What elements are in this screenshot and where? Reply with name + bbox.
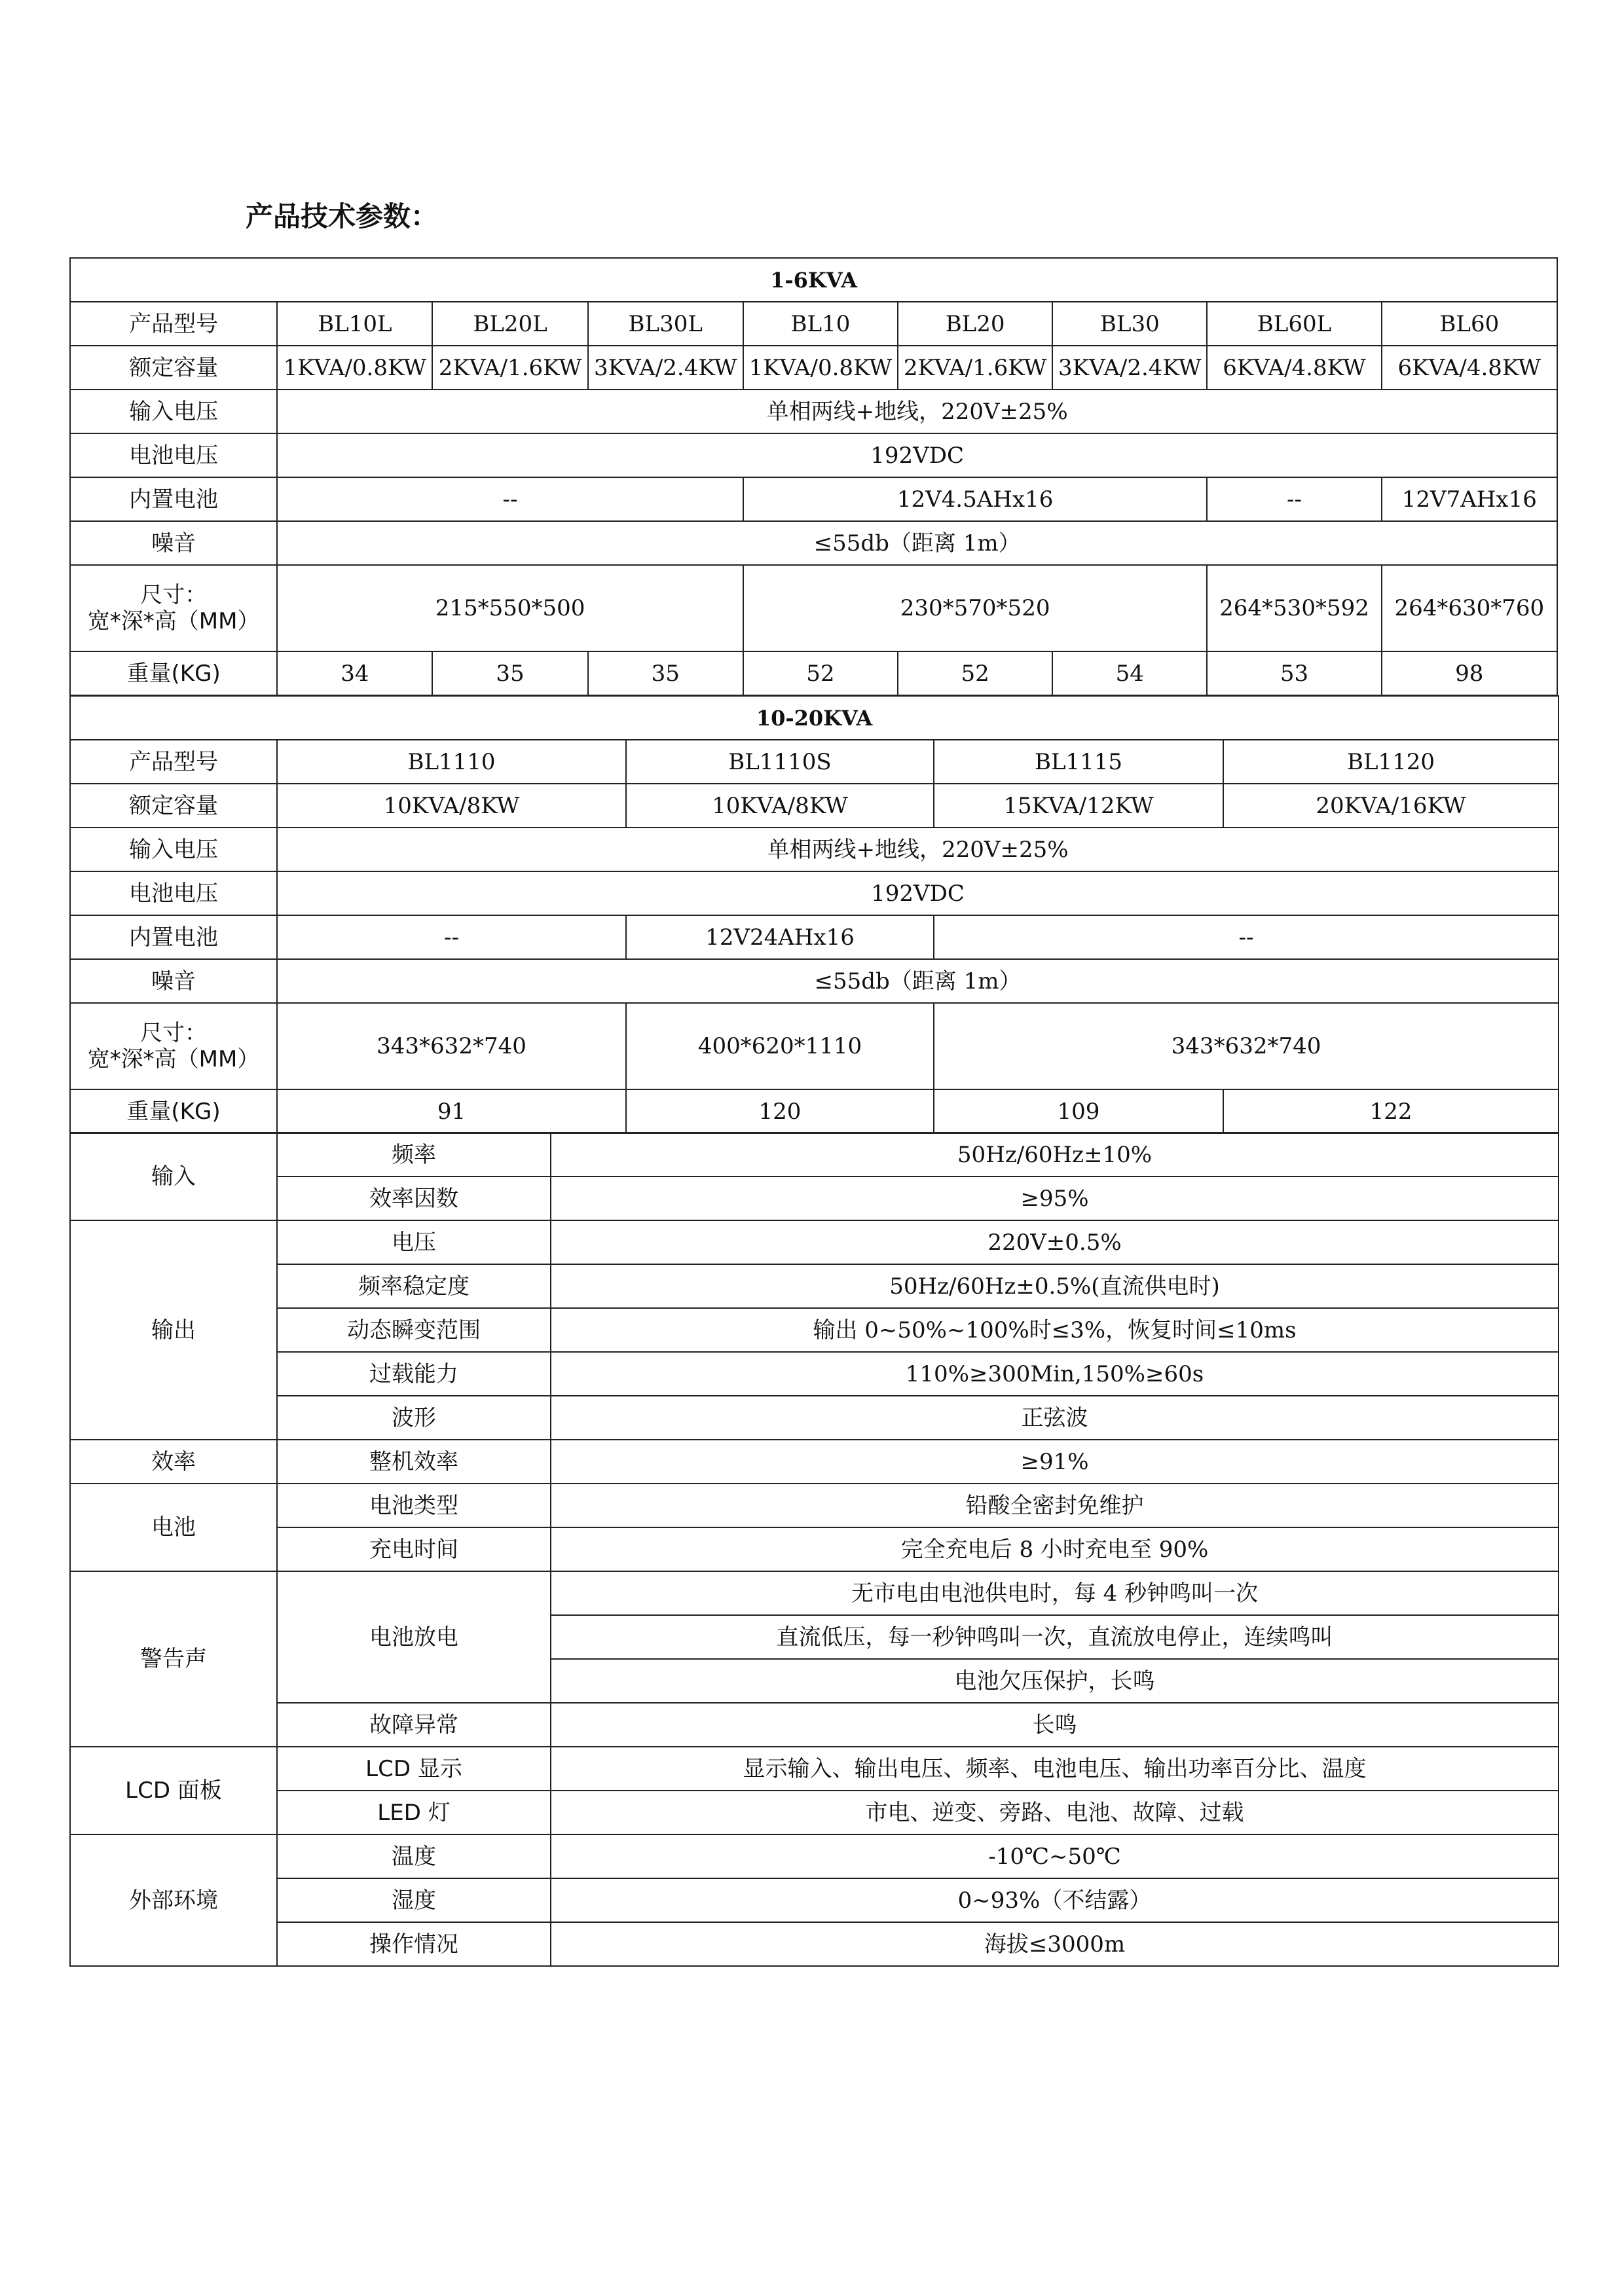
size-cell: 215*550*500 xyxy=(277,565,743,651)
spec-value: 输出 0~50%~100%时≤3%，恢复时间≤10ms xyxy=(551,1308,1559,1352)
spec-row xyxy=(70,1352,1559,1396)
size-cell: 343*632*740 xyxy=(934,1003,1559,1089)
capacity-cell: 1KVA/0.8KW xyxy=(743,346,898,390)
weight-cell: 35 xyxy=(588,651,743,695)
noise-value: ≤55db（距离 1m） xyxy=(277,959,1559,1003)
spec-row xyxy=(70,1922,1559,1966)
row-label: 产品型号 xyxy=(70,302,277,346)
capacity-cell: 2KVA/1.6KW xyxy=(898,346,1052,390)
capacity-cell: 3KVA/2.4KW xyxy=(588,346,743,390)
model-cell: BL30L xyxy=(588,302,743,346)
weight-cell: 52 xyxy=(898,651,1052,695)
spec-name: 湿度 xyxy=(277,1878,551,1922)
spec-value: 50Hz/60Hz±10% xyxy=(551,1133,1559,1176)
spec-value: 完全充电后 8 小时充电至 90% xyxy=(551,1527,1559,1571)
spec-value: 110%≥300Min,150%≥60s xyxy=(551,1352,1559,1396)
spec-value: 0~93%（不结露） xyxy=(551,1878,1559,1922)
size-label-line: 尺寸： xyxy=(140,582,208,608)
weight-cell: 98 xyxy=(1382,651,1557,695)
spec-name: 过载能力 xyxy=(277,1352,551,1396)
spec-value: 无市电由电池供电时，每 4 秒钟鸣叫一次 xyxy=(551,1571,1559,1615)
capacity-row xyxy=(70,784,1559,828)
builtin-battery-cell: -- xyxy=(277,477,743,521)
spec-name: 电压 xyxy=(277,1220,551,1264)
weight-cell: 53 xyxy=(1207,651,1381,695)
weight-cell: 120 xyxy=(626,1089,934,1133)
spec-row xyxy=(70,1264,1559,1308)
spec-value: 铅酸全密封免维护 xyxy=(551,1484,1559,1527)
spec-name: 频率 xyxy=(277,1133,551,1176)
capacity-cell: 20KVA/16KW xyxy=(1223,784,1559,828)
capacity-cell: 15KVA/12KW xyxy=(934,784,1223,828)
row-label: 电池电压 xyxy=(70,433,277,477)
row-label: 重量(KG) xyxy=(70,1089,277,1133)
weight-cell: 35 xyxy=(432,651,587,695)
model-cell: BL20L xyxy=(432,302,587,346)
model-cell: BL20 xyxy=(898,302,1052,346)
spec-name: 频率稳定度 xyxy=(277,1264,551,1308)
row-label: 内置电池 xyxy=(70,915,277,959)
spec-value: 显示输入、输出电压、频率、电池电压、输出功率百分比、温度 xyxy=(551,1747,1559,1791)
size-row xyxy=(70,565,1557,651)
row-label: 产品型号 xyxy=(70,740,277,784)
spec-value: 海拔≤3000m xyxy=(551,1922,1559,1966)
spec-row xyxy=(70,1703,1559,1747)
weight-row xyxy=(70,651,1557,695)
group-label: 输出 xyxy=(70,1220,277,1440)
spec-value: ≥95% xyxy=(551,1176,1559,1220)
battery-voltage-row xyxy=(70,871,1559,915)
spec-row xyxy=(70,1747,1559,1791)
builtin-battery-cell: -- xyxy=(1207,477,1381,521)
battery-voltage-value: 192VDC xyxy=(277,433,1557,477)
spec-name: 电池类型 xyxy=(277,1484,551,1527)
row-label: 重量(KG) xyxy=(70,651,277,695)
spec-row xyxy=(70,1878,1559,1922)
group-label: LCD 面板 xyxy=(70,1747,277,1834)
spec-row xyxy=(70,1308,1559,1352)
spec-row xyxy=(70,1440,1559,1484)
spec-value: 直流低压，每一秒钟鸣叫一次，直流放电停止，连续鸣叫 xyxy=(551,1615,1559,1659)
weight-row xyxy=(70,1089,1559,1133)
section-header: 1-6KVA xyxy=(70,258,1557,302)
weight-cell: 109 xyxy=(934,1089,1223,1133)
spec-row xyxy=(70,1571,1559,1615)
builtin-battery-cell: -- xyxy=(277,915,626,959)
spec-value: ≥91% xyxy=(551,1440,1559,1484)
model-cell: BL10 xyxy=(743,302,898,346)
builtin-battery-cell: 12V4.5AHx16 xyxy=(743,477,1208,521)
input-voltage-row xyxy=(70,828,1559,871)
builtin-battery-cell: -- xyxy=(934,915,1559,959)
spec-value: 正弦波 xyxy=(551,1396,1559,1440)
spec-value: 电池欠压保护，长鸣 xyxy=(551,1659,1559,1703)
input-voltage-row xyxy=(70,390,1557,433)
model-row xyxy=(70,302,1557,346)
capacity-cell: 6KVA/4.8KW xyxy=(1207,346,1381,390)
spec-name: 电池放电 xyxy=(277,1571,551,1703)
size-cell: 264*530*592 xyxy=(1207,565,1381,651)
noise-value: ≤55db（距离 1m） xyxy=(277,521,1557,565)
row-label: 内置电池 xyxy=(70,477,277,521)
model-cell: BL60L xyxy=(1207,302,1381,346)
capacity-cell: 10KVA/8KW xyxy=(277,784,626,828)
spec-row xyxy=(70,1176,1559,1220)
noise-row xyxy=(70,959,1559,1003)
spec-name: 动态瞬变范围 xyxy=(277,1308,551,1352)
noise-row xyxy=(70,521,1557,565)
size-cell: 343*632*740 xyxy=(277,1003,626,1089)
capacity-cell: 2KVA/1.6KW xyxy=(432,346,587,390)
row-label: 额定容量 xyxy=(70,346,277,390)
capacity-row xyxy=(70,346,1557,390)
builtin-battery-cell: 12V7AHx16 xyxy=(1382,477,1557,521)
model-row xyxy=(70,740,1559,784)
group-label: 效率 xyxy=(70,1440,277,1484)
spec-name: 操作情况 xyxy=(277,1922,551,1966)
model-cell: BL60 xyxy=(1382,302,1557,346)
spec-value: 市电、逆变、旁路、电池、故障、过载 xyxy=(551,1791,1559,1834)
spec-value: 220V±0.5% xyxy=(551,1220,1559,1264)
size-cell: 264*630*760 xyxy=(1382,565,1557,651)
row-label: 噪音 xyxy=(70,959,277,1003)
weight-cell: 52 xyxy=(743,651,898,695)
spec-table-1-6kva xyxy=(69,257,1558,696)
model-cell: BL1110 xyxy=(277,740,626,784)
capacity-cell: 1KVA/0.8KW xyxy=(277,346,432,390)
capacity-cell: 3KVA/2.4KW xyxy=(1052,346,1207,390)
model-cell: BL1110S xyxy=(626,740,934,784)
input-voltage-value: 单相两线+地线，220V±25% xyxy=(277,828,1559,871)
spec-name: LED 灯 xyxy=(277,1791,551,1834)
row-label-size xyxy=(70,565,277,651)
spec-row xyxy=(70,1834,1559,1878)
row-label-size xyxy=(70,1003,277,1089)
group-label: 输入 xyxy=(70,1133,277,1220)
size-label-line: 宽*深*高（MM） xyxy=(87,608,260,634)
model-cell: BL10L xyxy=(277,302,432,346)
section-header: 10-20KVA xyxy=(70,696,1559,740)
capacity-cell: 10KVA/8KW xyxy=(626,784,934,828)
spec-row xyxy=(70,1220,1559,1264)
group-label: 警告声 xyxy=(70,1571,277,1747)
row-label: 输入电压 xyxy=(70,828,277,871)
spec-name: 整机效率 xyxy=(277,1440,551,1484)
spec-row xyxy=(70,1133,1559,1176)
battery-voltage-row xyxy=(70,433,1557,477)
page-title: 产品技术参数： xyxy=(246,200,439,232)
spec-name: 温度 xyxy=(277,1834,551,1878)
input-voltage-value: 单相两线+地线，220V±25% xyxy=(277,390,1557,433)
spec-row xyxy=(70,1396,1559,1440)
spec-table-general xyxy=(69,1132,1559,1967)
model-cell: BL1120 xyxy=(1223,740,1559,784)
spec-name: 效率因数 xyxy=(277,1176,551,1220)
builtin-battery-cell: 12V24AHx16 xyxy=(626,915,934,959)
spec-name: 波形 xyxy=(277,1396,551,1440)
row-label: 噪音 xyxy=(70,521,277,565)
model-cell: BL1115 xyxy=(934,740,1223,784)
spec-name: 充电时间 xyxy=(277,1527,551,1571)
builtin-battery-row xyxy=(70,477,1557,521)
spec-table-10-20kva xyxy=(69,695,1559,1134)
row-label: 输入电压 xyxy=(70,390,277,433)
row-label: 额定容量 xyxy=(70,784,277,828)
capacity-cell: 6KVA/4.8KW xyxy=(1382,346,1557,390)
weight-cell: 54 xyxy=(1052,651,1207,695)
model-cell: BL30 xyxy=(1052,302,1207,346)
size-cell: 400*620*1110 xyxy=(626,1003,934,1089)
size-cell: 230*570*520 xyxy=(743,565,1208,651)
size-row xyxy=(70,1003,1559,1089)
spec-name: LCD 显示 xyxy=(277,1747,551,1791)
builtin-battery-row xyxy=(70,915,1559,959)
group-label: 外部环境 xyxy=(70,1834,277,1966)
group-label: 电池 xyxy=(70,1484,277,1571)
row-label: 电池电压 xyxy=(70,871,277,915)
size-label-line: 宽*深*高（MM） xyxy=(87,1046,260,1072)
battery-voltage-value: 192VDC xyxy=(277,871,1559,915)
spec-row xyxy=(70,1484,1559,1527)
spec-value: 长鸣 xyxy=(551,1703,1559,1747)
weight-cell: 91 xyxy=(277,1089,626,1133)
spec-row xyxy=(70,1791,1559,1834)
spec-row xyxy=(70,1527,1559,1571)
spec-value: -10℃~50℃ xyxy=(551,1834,1559,1878)
spec-name: 故障异常 xyxy=(277,1703,551,1747)
size-label-line: 尺寸： xyxy=(140,1020,207,1046)
spec-value: 50Hz/60Hz±0.5%(直流供电时) xyxy=(551,1264,1559,1308)
weight-cell: 122 xyxy=(1223,1089,1559,1133)
weight-cell: 34 xyxy=(277,651,432,695)
